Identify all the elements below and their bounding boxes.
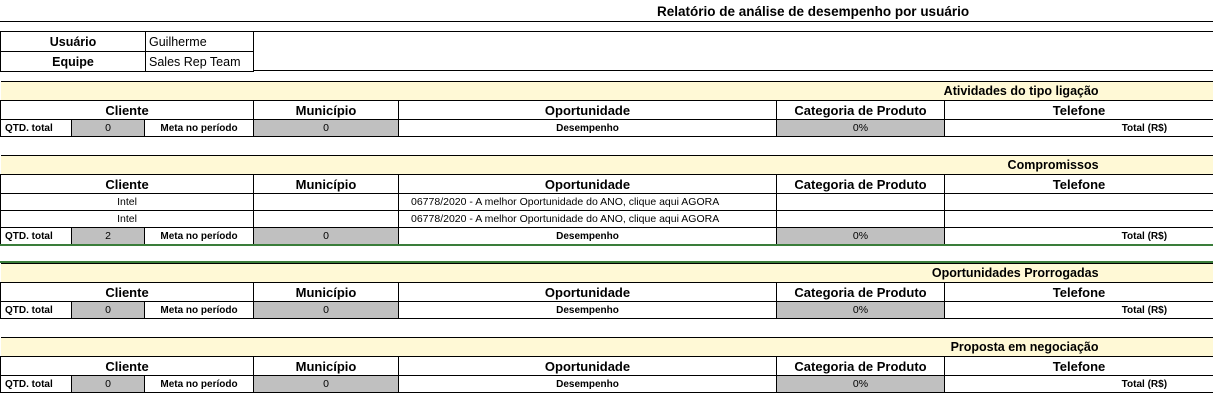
user-value[interactable]: Guilherme	[146, 32, 254, 52]
team-value[interactable]: Sales Rep Team	[146, 52, 254, 72]
col-header-categoria: Categoria de Produto	[777, 101, 945, 120]
col-header-municipio: Município	[254, 175, 399, 194]
qtd-total-label: QTD. total	[1, 120, 72, 137]
meta-label: Meta no período	[145, 228, 254, 245]
col-header-categoria: Categoria de Produto	[777, 175, 945, 194]
col-header-categoria: Categoria de Produto	[777, 357, 945, 376]
section-atividades-ligacao	[0, 81, 1213, 137]
section-compromissos	[0, 155, 1213, 245]
total-label: Total (R$)	[945, 120, 1213, 137]
qtd-total-value: 0	[72, 120, 145, 137]
desempenho-label: Desempenho	[399, 376, 777, 393]
col-header-municipio: Município	[254, 357, 399, 376]
section-title: Compromissos	[1, 156, 1213, 175]
cell-cliente[interactable]: Intel	[1, 211, 254, 228]
qtd-total-label: QTD. total	[1, 302, 72, 319]
col-header-categoria: Categoria de Produto	[777, 283, 945, 302]
col-header-telefone: Telefone	[945, 283, 1213, 302]
total-label: Total (R$)	[945, 376, 1213, 393]
col-header-cliente: Cliente	[1, 101, 254, 120]
qtd-total-value: 0	[72, 302, 145, 319]
total-label: Total (R$)	[945, 302, 1213, 319]
qtd-total-label: QTD. total	[1, 228, 72, 245]
user-info-table	[0, 31, 254, 72]
total-label: Total (R$)	[945, 228, 1213, 245]
section-title: Oportunidades Prorrogadas	[1, 264, 1213, 283]
qtd-total-value: 2	[72, 228, 145, 245]
report-title: Relatório de análise de desempenho por usuário	[657, 4, 970, 19]
col-header-oportunidade: Oportunidade	[399, 101, 777, 120]
cell-municipio[interactable]	[254, 211, 399, 228]
meta-label: Meta no período	[145, 302, 254, 319]
col-header-telefone: Telefone	[945, 101, 1213, 120]
meta-value: 0	[254, 120, 399, 137]
user-label: Usuário	[1, 32, 146, 52]
table-row[interactable]	[1, 194, 1213, 211]
section-oportunidades-prorrogadas	[0, 263, 1213, 319]
cell-categoria[interactable]	[777, 194, 945, 211]
meta-value: 0	[254, 376, 399, 393]
col-header-oportunidade: Oportunidade	[399, 175, 777, 194]
col-header-telefone: Telefone	[945, 357, 1213, 376]
col-header-telefone: Telefone	[945, 175, 1213, 194]
col-header-oportunidade: Oportunidade	[399, 283, 777, 302]
desempenho-value: 0%	[777, 376, 945, 393]
col-header-cliente: Cliente	[1, 283, 254, 302]
col-header-oportunidade: Oportunidade	[399, 357, 777, 376]
meta-value: 0	[254, 302, 399, 319]
desempenho-label: Desempenho	[399, 228, 777, 245]
title-divider	[0, 21, 1213, 22]
cell-oportunidade[interactable]: 06778/2020 - A melhor Oportunidade do ANO, clique aqui AGORA	[399, 194, 777, 211]
desempenho-value: 0%	[777, 228, 945, 245]
section-proposta-negociacao	[0, 337, 1213, 393]
user-info-spacer	[253, 31, 1213, 71]
col-header-municipio: Município	[254, 283, 399, 302]
desempenho-value: 0%	[777, 120, 945, 137]
col-header-municipio: Município	[254, 101, 399, 120]
col-header-cliente: Cliente	[1, 175, 254, 194]
desempenho-value: 0%	[777, 302, 945, 319]
desempenho-label: Desempenho	[399, 302, 777, 319]
section-title: Atividades do tipo ligação	[1, 82, 1213, 101]
team-label: Equipe	[1, 52, 146, 72]
cell-categoria[interactable]	[777, 211, 945, 228]
meta-label: Meta no período	[145, 376, 254, 393]
col-header-cliente: Cliente	[1, 357, 254, 376]
cell-cliente[interactable]: Intel	[1, 194, 254, 211]
cell-telefone[interactable]	[945, 211, 1213, 228]
qtd-total-label: QTD. total	[1, 376, 72, 393]
cell-municipio[interactable]	[254, 194, 399, 211]
cell-telefone[interactable]	[945, 194, 1213, 211]
qtd-total-value: 0	[72, 376, 145, 393]
meta-label: Meta no período	[145, 120, 254, 137]
desempenho-label: Desempenho	[399, 120, 777, 137]
section-title: Proposta em negociação	[1, 338, 1213, 357]
cell-oportunidade[interactable]: 06778/2020 - A melhor Oportunidade do ANO, clique aqui AGORA	[399, 211, 777, 228]
selection-border	[0, 244, 1213, 246]
meta-value: 0	[254, 228, 399, 245]
table-row[interactable]	[1, 211, 1213, 228]
